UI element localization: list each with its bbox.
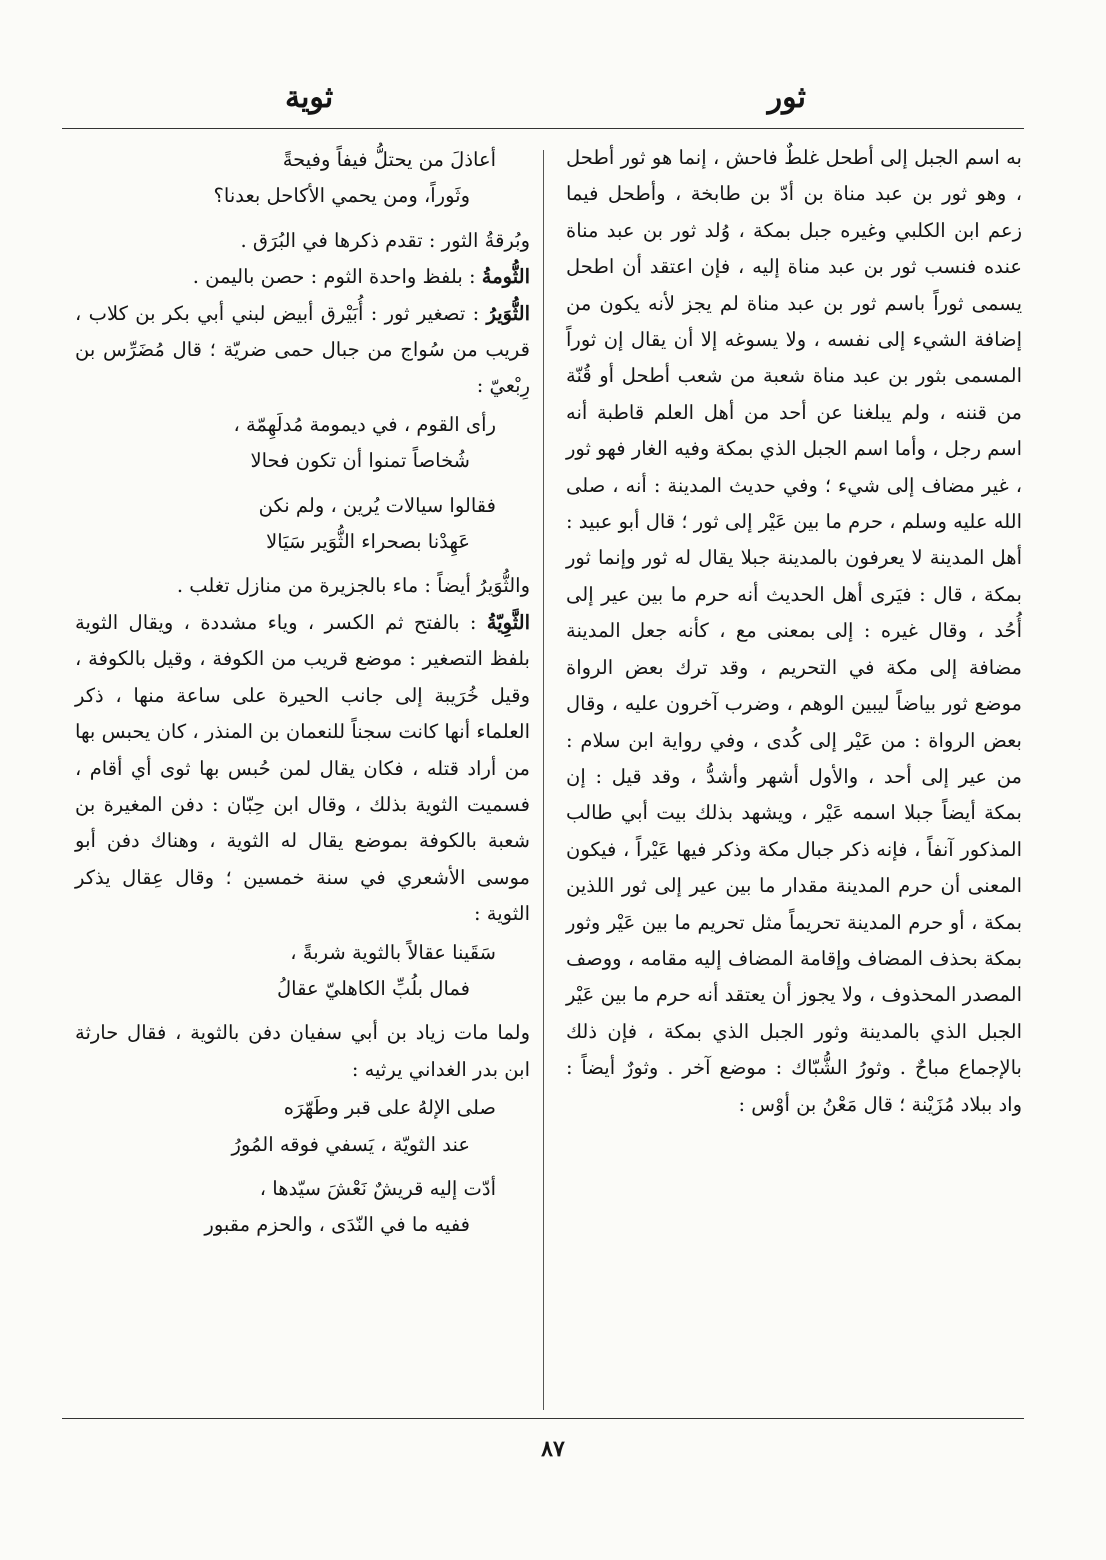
paragraph: وبُرقةُ الثور : تقدم ذكرها في البُرَق . — [240, 228, 530, 252]
entry-thawma — [75, 259, 530, 295]
entry-headword: الثُّومةُ — [481, 265, 530, 289]
footer-rule — [62, 1418, 1024, 1419]
verse — [75, 935, 530, 1008]
verse-line: سَقَينا عقالاً بالثوية شربةً ، — [290, 940, 496, 964]
paragraph: والثُّوَيرُ أيضاً : ماء بالجزيرة من منازل تغلب . — [176, 574, 530, 598]
verse — [75, 1090, 530, 1163]
verse-line: أدّت إليه قريشٌ نَعْشَ سيّدها ، — [259, 1176, 496, 1200]
running-header-left: ثوية — [285, 80, 334, 115]
verse-line: عند الثويّة ، يَسفي فوقه المُورُ — [231, 1132, 470, 1156]
verse-line: فقالوا سيالات يُرين ، ولم نكن — [258, 493, 496, 517]
paragraph: ولما مات زياد بن أبي سفيان دفن بالثوية ، فقال حارثة ابن بدر الغداني يرثيه : — [75, 1021, 530, 1081]
verse-line: رأى القوم ، في ديمومة مُدلَهِمّة ، — [233, 412, 496, 436]
verse — [75, 407, 530, 480]
entry-headword: الثَّوِيّةُ — [486, 610, 530, 634]
verse-line: ففيه ما في النّدَى ، والحزم مقبور — [204, 1213, 470, 1237]
entry-thawiyya — [75, 605, 530, 933]
page-number: ٨٧ — [541, 1436, 565, 1462]
left-column — [75, 140, 530, 1252]
verse — [75, 142, 530, 215]
verse-line: أعاذلَ من يحتلُّ فيفاً وفيحةً — [282, 148, 496, 171]
running-header-right: ثور — [767, 80, 806, 115]
column-divider — [543, 150, 544, 1410]
verse — [75, 488, 530, 561]
entry-thuwayr — [75, 296, 530, 405]
header-rule — [62, 128, 1024, 129]
entry-text: : بالفتح ثم الكسر ، وياء مشددة ، ويقال الثوية بلفظ التصغير : موضع قريب من الكوفة ، وقيل بالكوفة ، وقيل خُرَيبة إلى جانب الحيرة على ساعة منها ، ذكر العلماء أنها كانت سجناً للنعمان بن المنذر ، كان يحبس بها من أراد قتله ، فكان يقال لمن حُبس بها ثوى أي أقام ، فسميت الثوية بذلك ، وقال ابن حِبّان : دفن المغيرة بن شعبة بالكوفة بموضع يقال له الثوية ، وهناك دفن أبو موسى الأشعري في سنة خمسين ؛ وقال عِقال يذكر الثوية : — [75, 610, 530, 926]
verse-line: عَهِدْنا بصحراء الثُّوَير سَيَالا — [266, 530, 470, 554]
entry-text: : تصغير ثور : أُبَيْرق أبيض لبني أبي بكر بن كلاب ، قريب من سُواج من جبال حمى ضريّة ؛ قال مُضَرِّس بن رِبْعيّ : — [75, 301, 530, 398]
entry-headword: الثُّوَيرُ — [486, 301, 530, 325]
verse-line: فمال بلُبِّ الكاهليّ عقالُ — [276, 976, 470, 1000]
verse — [75, 1171, 530, 1244]
verse-line: شُخاصاً تمنوا أن تكون فحالا — [250, 449, 470, 473]
verse-line: صلى الإلهُ على قبر وطَهّرَه — [283, 1096, 496, 1120]
verse-line: وثَوراً، ومن يحمي الأكاحل بعدنا؟ — [213, 184, 470, 208]
entry-text: : بلفظ واحدة الثوم : حصن باليمن . — [192, 265, 476, 289]
right-column — [566, 140, 1022, 1123]
right-column-text: به اسم الجبل إلى أطحل غلطٌ فاحش ، إنما هو ثور أطحل ، وهو ثور بن عبد مناة بن أدّ بن طابخة ، وأطحل فيما زعم ابن الكلبي وغيره جبل بمكة ، وُلد ثور بن عبد مناة عنده فنسب ثور بن عبد مناة إليه ، فإن اعتقد أن اطحل يسمى ثوراً باسم ثور بن عبد مناة لم يجز لأنه يكون من إضافة الشيء إلى نفسه ، ولا يسوغه إلا أن يقال إن ثوراً المسمى بثور بن عبد مناة شعبة من شعب أطحل أو قُنّة من قننه ، ولم يبلغنا عن أحد من أهل العلم قاطبة أنه اسم رجل ، وأما اسم الجبل الذي بمكة وفيه الغار فهو ثور ، غير مضاف إلى شيء ؛ وفي حديث المدينة : أنه ، صلى الله عليه وسلم ، حرم ما بين عَيْر إلى ثور ؛ قال أبو عبيد : أهل المدينة لا يعرفون بالمدينة جبلا يقال له ثور وإنما ثور بمكة ، قال : فيَرى أهل الحديث أنه حرم ما بين عير إلى أُحُد ، وقال غيره : إلى بمعنى مع ، كأنه جعل المدينة مضافة إلى مكة في التحريم ، وقد ترك بعض الرواة موضع ثور بياضاً ليبين الوهم ، وضرب آخرون عليه ، وقال بعض الرواة : من عَيْر إلى كُدى ، وفي رواية ابن سلام : من عير إلى أحد ، والأول أشهر وأشدُّ ، وقد قيل : إن بمكة أيضاً جبلا اسمه عَيْر ، ويشهد بذلك بيت أبي طالب المذكور آنفاً ، فإنه ذكر جبال مكة وذكر فيها عَيْراً ، فيكون المعنى أن حرم المدينة مقدار ما بين عير إلى ثور اللذين بمكة ، أو حرم المدينة تحريماً مثل تحريم ما بين عَيْر وثور بمكة بحذف المضاف وإقامة المضاف إليه مقامه ، ووصف المصدر المحذوف ، ولا يجوز أن يعتقد أنه حرم ما بين عَيْر الجبل الذي بالمدينة وثور الجبل الذي بمكة ، فإن ذلك بالإجماع مباحٌ . وثورُ الشُّبّاك : موضع آخر . وثورٌ أيضاً : واد ببلاد مُزَيْنة ؛ قال مَعْنُ بن أوْس : — [566, 146, 1022, 1116]
